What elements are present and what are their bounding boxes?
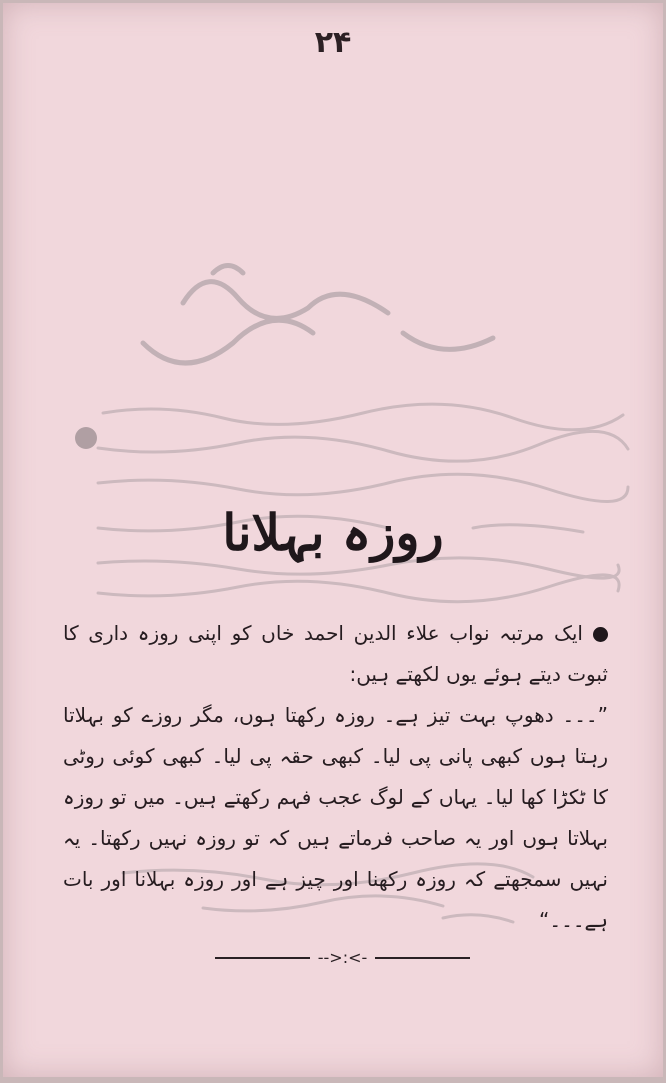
bleed-through-bullet (75, 427, 97, 449)
section-divider (215, 948, 470, 967)
bullet-icon (593, 627, 608, 642)
intro-paragraph (63, 613, 608, 695)
book-page (3, 3, 663, 1077)
article-title: روزہ بہلانا (222, 503, 444, 562)
article-body (63, 613, 608, 941)
divider-line-left (215, 957, 310, 959)
page-number: ۲۴ (314, 25, 352, 60)
divider-ornament: -->:<- (317, 948, 368, 967)
divider-line-right (375, 957, 470, 959)
intro-text: ایک مرتبہ نواب علاء الدین احمد خاں کو اپنی روزہ داری کا ثبوت دیتے ہوئے یوں لکھتے ہیں: (63, 621, 608, 686)
quote-paragraph: ”۔۔۔ دھوپ بہت تیز ہے۔ روزہ رکھتا ہوں، مگر روزے کو بہلاتا رہتا ہوں کبھی پانی پی لیا۔ کبھی حقہ پی لیا۔ کبھی کوئی روٹی کا ٹکڑا کھا لیا۔ یہاں کے لوگ عجب فہم رکھتے ہیں۔ میں تو روزہ بہلاتا ہوں اور یہ صاحب فرماتے ہیں کہ تو روزہ نہیں رکھتا۔ یہ نہیں سمجھتے کہ روزہ رکھنا اور چیز ہے اور روزہ بہلانا اور بات ہے۔۔۔“ (63, 703, 608, 932)
